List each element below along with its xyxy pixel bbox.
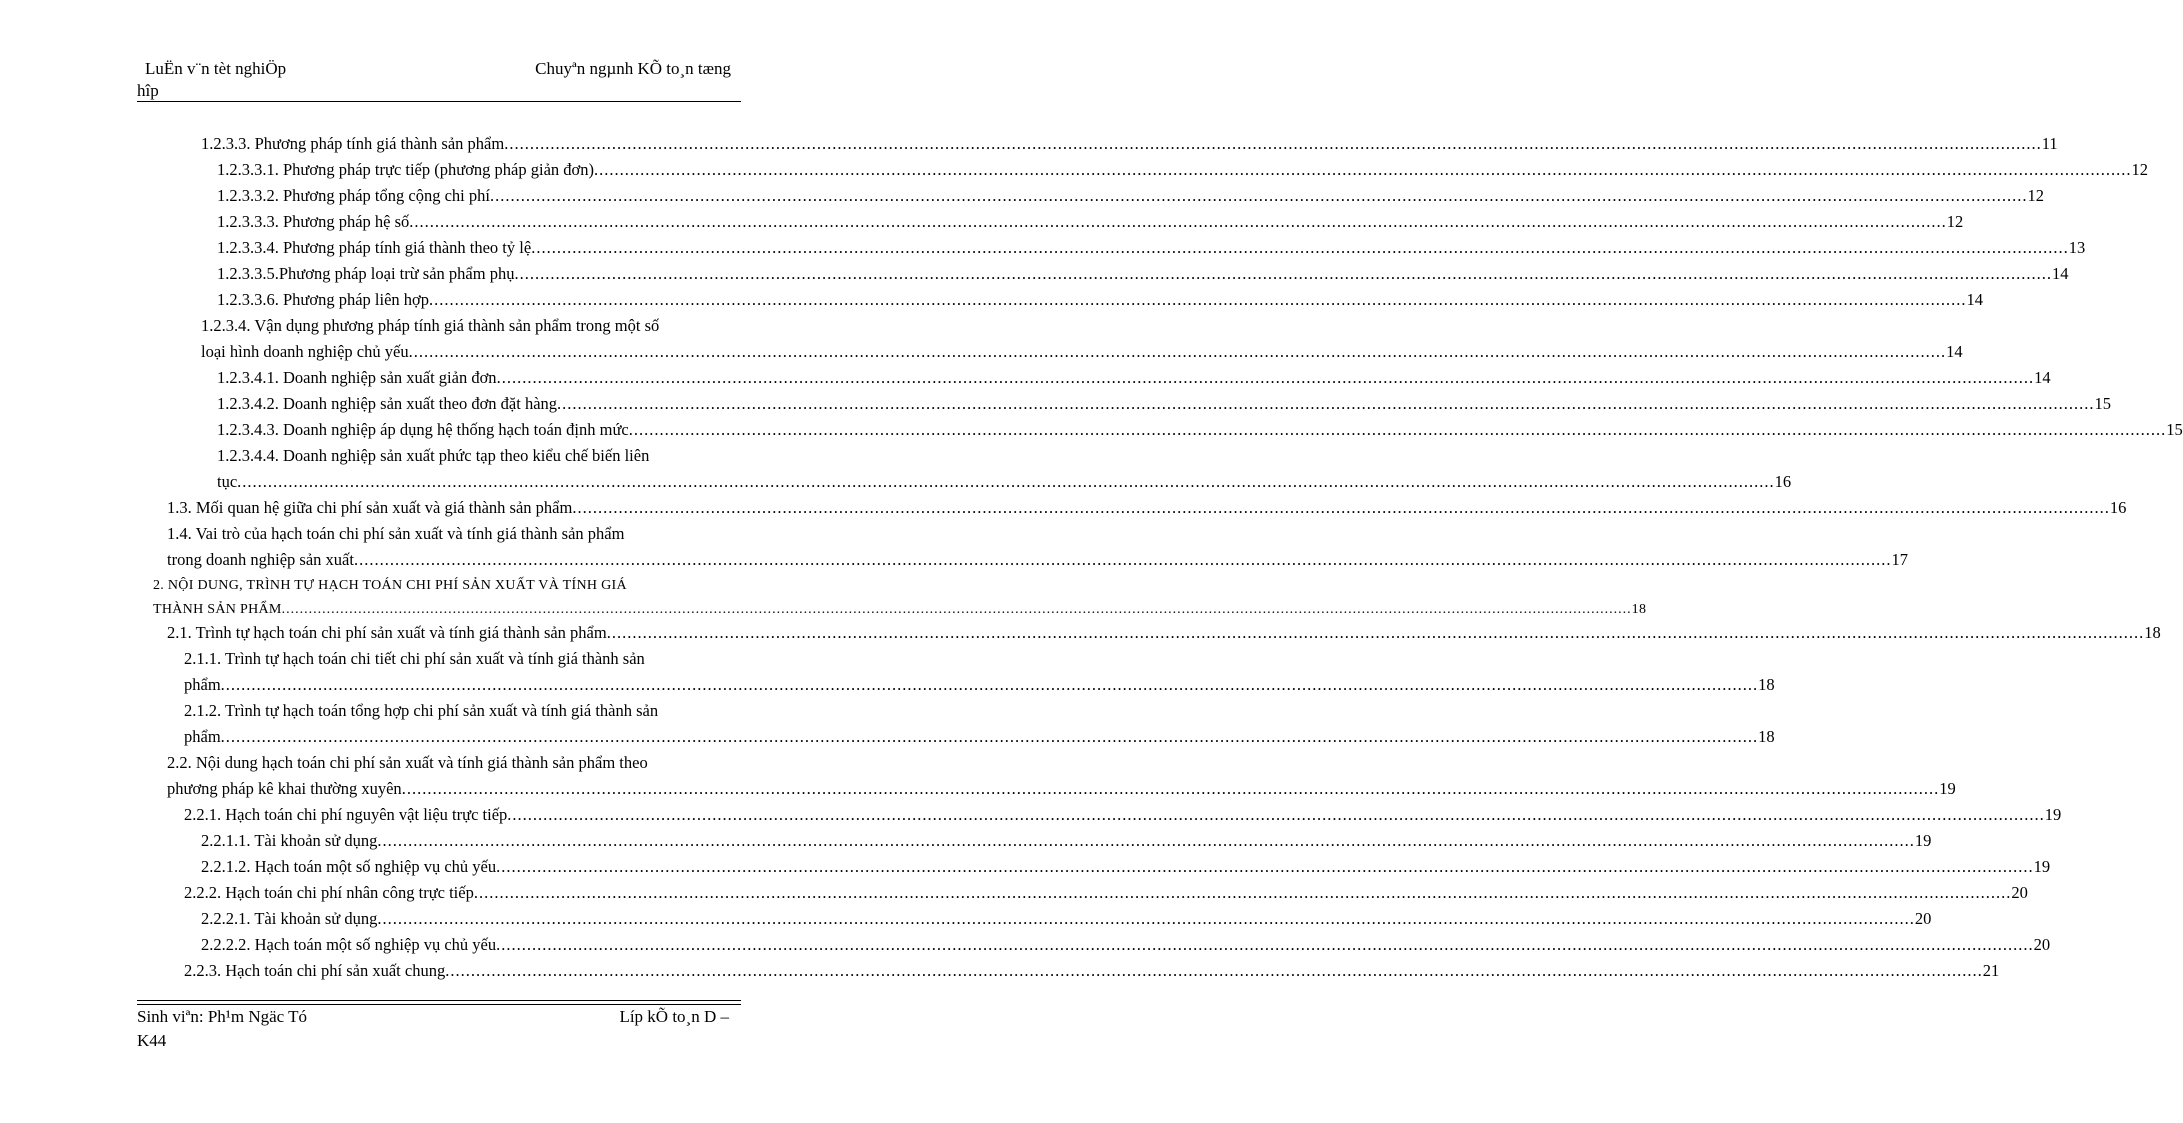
toc-dot-leader: ............................................................................................................................................................................................................................................................................................................ — [281, 602, 1632, 617]
toc-page-number: 19 — [1939, 779, 1956, 798]
toc-entry — [0, 495, 2127, 521]
toc-entry-title: 2.2.1.2. Hạch toán một số nghiệp vụ chủ yếu — [201, 857, 497, 876]
toc-dot-leader: ............................................................................................................................................................................................................................................................................................................ — [353, 550, 1892, 569]
toc-dot-leader: ............................................................................................................................................................................................................................................................................................................ — [594, 160, 2132, 179]
toc-entry-title: 2.2. Nội dung hạch toán chi phí sản xuất và tính giá thành sản phẩm theo — [167, 753, 648, 772]
toc-dot-leader: ............................................................................................................................................................................................................................................................................................................ — [557, 394, 2095, 413]
toc-entry-title-cont: phẩm — [184, 727, 221, 746]
toc-entry — [0, 750, 1956, 802]
toc-dot-leader: ............................................................................................................................................................................................................................................................................................................ — [473, 883, 2012, 902]
toc-dot-leader: ............................................................................................................................................................................................................................................................................................................ — [408, 342, 1947, 361]
toc-entry — [0, 157, 2148, 183]
toc-page-number: 14 — [2034, 368, 2051, 387]
toc-entry — [0, 958, 2000, 984]
toc-page-number: 14 — [1966, 290, 1984, 309]
toc-dot-leader: ............................................................................................................................................................................................................................................................................................................ — [220, 727, 1759, 746]
toc-dot-leader: ............................................................................................................................................................................................................................................................................................................ — [489, 186, 2028, 205]
toc-entry-title: 2.1.1. Trình tự hạch toán chi tiết chi phí sản xuất và tính giá thành sản — [184, 649, 645, 668]
toc-page-number: 11 — [2041, 134, 2058, 153]
toc-dot-leader: ............................................................................................................................................................................................................................................................................................................ — [514, 264, 2052, 283]
toc-entry-title: 1.2.3.3.5.Phương pháp loại trừ sản phẩm phụ — [217, 264, 515, 283]
toc-page-number: 12 — [2027, 186, 2044, 205]
toc-entry — [0, 235, 2086, 261]
footer-rule-top — [137, 1000, 741, 1001]
toc-dot-leader: ............................................................................................................................................................................................................................................................................................................ — [401, 779, 1940, 798]
toc-entry — [0, 365, 2051, 391]
toc-entry — [0, 880, 2028, 906]
toc-dot-leader: ............................................................................................................................................................................................................................................................................................................ — [377, 831, 1915, 850]
toc-entry — [0, 932, 2051, 958]
toc-page-number: 19 — [1914, 831, 1932, 850]
toc-entry — [0, 573, 1647, 621]
toc-entry-title: 2.1.2. Trình tự hạch toán tổng hợp chi phí sản xuất và tính giá thành sản — [184, 701, 659, 720]
toc-dot-leader: ............................................................................................................................................................................................................................................................................................................ — [409, 212, 1947, 231]
toc-dot-leader: ............................................................................................................................................................................................................................................................................................................ — [496, 857, 2034, 876]
toc-entry — [0, 261, 2069, 287]
toc-entry-title: 2.2.2.2. Hạch toán một số nghiệp vụ chủ yếu — [201, 935, 497, 954]
toc-dot-leader: ............................................................................................................................................................................................................................................................................................................ — [628, 420, 2167, 439]
page-header — [137, 57, 741, 101]
toc-page-number: 19 — [2044, 805, 2062, 824]
footer-student: Sinh viªn: Ph¹m Ngäc Tó — [137, 1007, 308, 1026]
toc-entry — [0, 131, 2058, 157]
toc-dot-leader: ............................................................................................................................................................................................................................................................................................................ — [507, 805, 2045, 824]
toc-page-number: 21 — [1982, 961, 2000, 980]
toc-entry-title: 2.2.1.1. Tài khoản sử dụng — [201, 831, 378, 850]
toc-page-number: 18 — [2144, 623, 2161, 642]
toc-entry-title: 2.1. Trình tự hạch toán chi phí sản xuất và tính giá thành sản phẩm — [167, 623, 607, 642]
toc-entry — [0, 183, 2044, 209]
toc-entry-title-cont: tục — [217, 472, 238, 491]
toc-page-number: 18 — [1758, 727, 1775, 746]
toc-page-number: 20 — [2033, 935, 2051, 954]
toc-entry-title: 1.3. Mối quan hệ giữa chi phí sản xuất và giá thành sản phẩm — [167, 498, 573, 517]
toc-entry-title: 2.2.1. Hạch toán chi phí nguyên vật liệu trực tiếp — [184, 805, 508, 824]
toc-entry — [0, 802, 2062, 828]
toc-dot-leader: ............................................................................................................................................................................................................................................................................................................ — [377, 909, 1915, 928]
toc-page-number: 12 — [1946, 212, 1964, 231]
toc-entry-title: 2.2.2.1. Tài khoản sử dụng — [201, 909, 378, 928]
toc-entry-title-cont: phẩm — [184, 675, 221, 694]
toc-entry — [0, 443, 1792, 495]
toc-entry — [0, 646, 1775, 698]
toc-entry-title: 1.2.3.4. Vận dụng phương pháp tính giá thành sản phẩm trong một số — [201, 316, 660, 335]
toc-entry-title: 1.2.3.3.1. Phương pháp trực tiếp (phương pháp giản đơn) — [217, 160, 594, 179]
toc-entry — [0, 287, 1984, 313]
toc-entry-title: 1.2.3.4.3. Doanh nghiệp áp dụng hệ thống hạch toán định mức — [217, 420, 629, 439]
toc-dot-leader: ............................................................................................................................................................................................................................................................................................................ — [429, 290, 1967, 309]
toc-page-number: 15 — [2166, 420, 2183, 439]
toc-entry — [0, 620, 2161, 646]
toc-entry-title-cont: loại hình doanh nghiệp chủ yếu — [201, 342, 409, 361]
toc-entry-title-cont: THÀNH SẢN PHẨM — [153, 602, 282, 617]
toc-entry-title: 1.2.3.3.4. Phương pháp tính giá thành theo tỷ lệ — [217, 238, 532, 257]
toc-entry — [0, 521, 1908, 573]
toc-entry-title: 2.2.3. Hạch toán chi phí sản xuất chung — [184, 961, 446, 980]
toc-page-number: 20 — [1914, 909, 1932, 928]
toc-entry-title: 1.2.3.3.3. Phương pháp hệ số — [217, 212, 410, 231]
toc-entry-title-cont: trong doanh nghiệp sản xuất — [167, 550, 354, 569]
toc-entry-title: 1.2.3.3. Phương pháp tính giá thành sản phẩm — [201, 134, 505, 153]
toc-page-number: 12 — [2131, 160, 2148, 179]
toc-entry — [0, 313, 1963, 365]
toc-page-number: 15 — [2094, 394, 2112, 413]
toc-entry — [0, 698, 1775, 750]
footer-cohort: K44 — [137, 1031, 167, 1050]
toc-dot-leader: ............................................................................................................................................................................................................................................................................................................ — [220, 675, 1759, 694]
toc-entry — [0, 391, 2112, 417]
toc-entry-title: 1.2.3.4.4. Doanh nghiệp sản xuất phức tạp theo kiểu chế biến liên — [217, 446, 650, 465]
toc-dot-leader: ............................................................................................................................................................................................................................................................................................................ — [606, 623, 2145, 642]
toc-page-number: 13 — [2068, 238, 2086, 257]
toc-page-number: 14 — [2051, 264, 2069, 283]
toc-entry-title-cont: phương pháp kê khai thường xuyên — [167, 779, 402, 798]
toc-entry-title: 1.2.3.4.2. Doanh nghiệp sản xuất theo đơn đặt hàng — [217, 394, 558, 413]
toc-dot-leader: ............................................................................................................................................................................................................................................................................................................ — [531, 238, 2069, 257]
toc-entry — [0, 209, 1964, 235]
toc-entry-title: 1.4. Vai trò của hạch toán chi phí sản xuất và tính giá thành sản phẩm — [167, 524, 625, 543]
toc-page-number: 14 — [1946, 342, 1963, 361]
toc-dot-leader: ............................................................................................................................................................................................................................................................................................................ — [445, 961, 1983, 980]
toc-entry-title: 2. NỘI DUNG, TRÌNH TỰ HẠCH TOÁN CHI PHÍ SẢN XUẤT VÀ TÍNH GIÁ — [153, 578, 627, 593]
page-footer — [137, 1005, 741, 1051]
toc-page-number: 20 — [2011, 883, 2028, 902]
toc-page-number: 17 — [1891, 550, 1908, 569]
toc-entry — [0, 854, 2051, 880]
footer-class: Líp kÕ to¸n D – — [619, 1007, 729, 1026]
toc-dot-leader: ............................................................................................................................................................................................................................................................................................................ — [504, 134, 2042, 153]
toc-dot-leader: ............................................................................................................................................................................................................................................................................................................ — [572, 498, 2110, 517]
toc-page-number: 16 — [1774, 472, 1792, 491]
toc-entry-title: 2.2.2. Hạch toán chi phí nhân công trực tiếp — [184, 883, 474, 902]
toc-page-number: 16 — [2109, 498, 2127, 517]
toc-entry — [0, 906, 1932, 932]
toc-entry-title: 1.2.3.3.6. Phương pháp liên hợp — [217, 290, 430, 309]
toc-dot-leader: ............................................................................................................................................................................................................................................................................................................ — [496, 368, 2035, 387]
toc-entry — [0, 417, 2183, 443]
toc-page-number: 18 — [1758, 675, 1775, 694]
toc-entry-title: 1.2.3.3.2. Phương pháp tổng cộng chi phí — [217, 186, 490, 205]
toc-page-number: 18 — [1631, 602, 1647, 617]
header-major: Chuyªn ngµnh KÕ to¸n tæng — [535, 59, 731, 78]
toc-page-number: 19 — [2033, 857, 2051, 876]
toc-entry — [0, 828, 1932, 854]
toc-entry-title: 1.2.3.4.1. Doanh nghiệp sản xuất giản đơn — [217, 368, 497, 387]
toc-dot-leader: ............................................................................................................................................................................................................................................................................................................ — [237, 472, 1775, 491]
header-rule — [137, 101, 741, 102]
toc-dot-leader: ............................................................................................................................................................................................................................................................................................................ — [496, 935, 2034, 954]
header-thesis-title-cont: hîp — [137, 81, 159, 100]
header-thesis-title: LuËn v¨n tèt nghiÖp — [145, 59, 287, 78]
